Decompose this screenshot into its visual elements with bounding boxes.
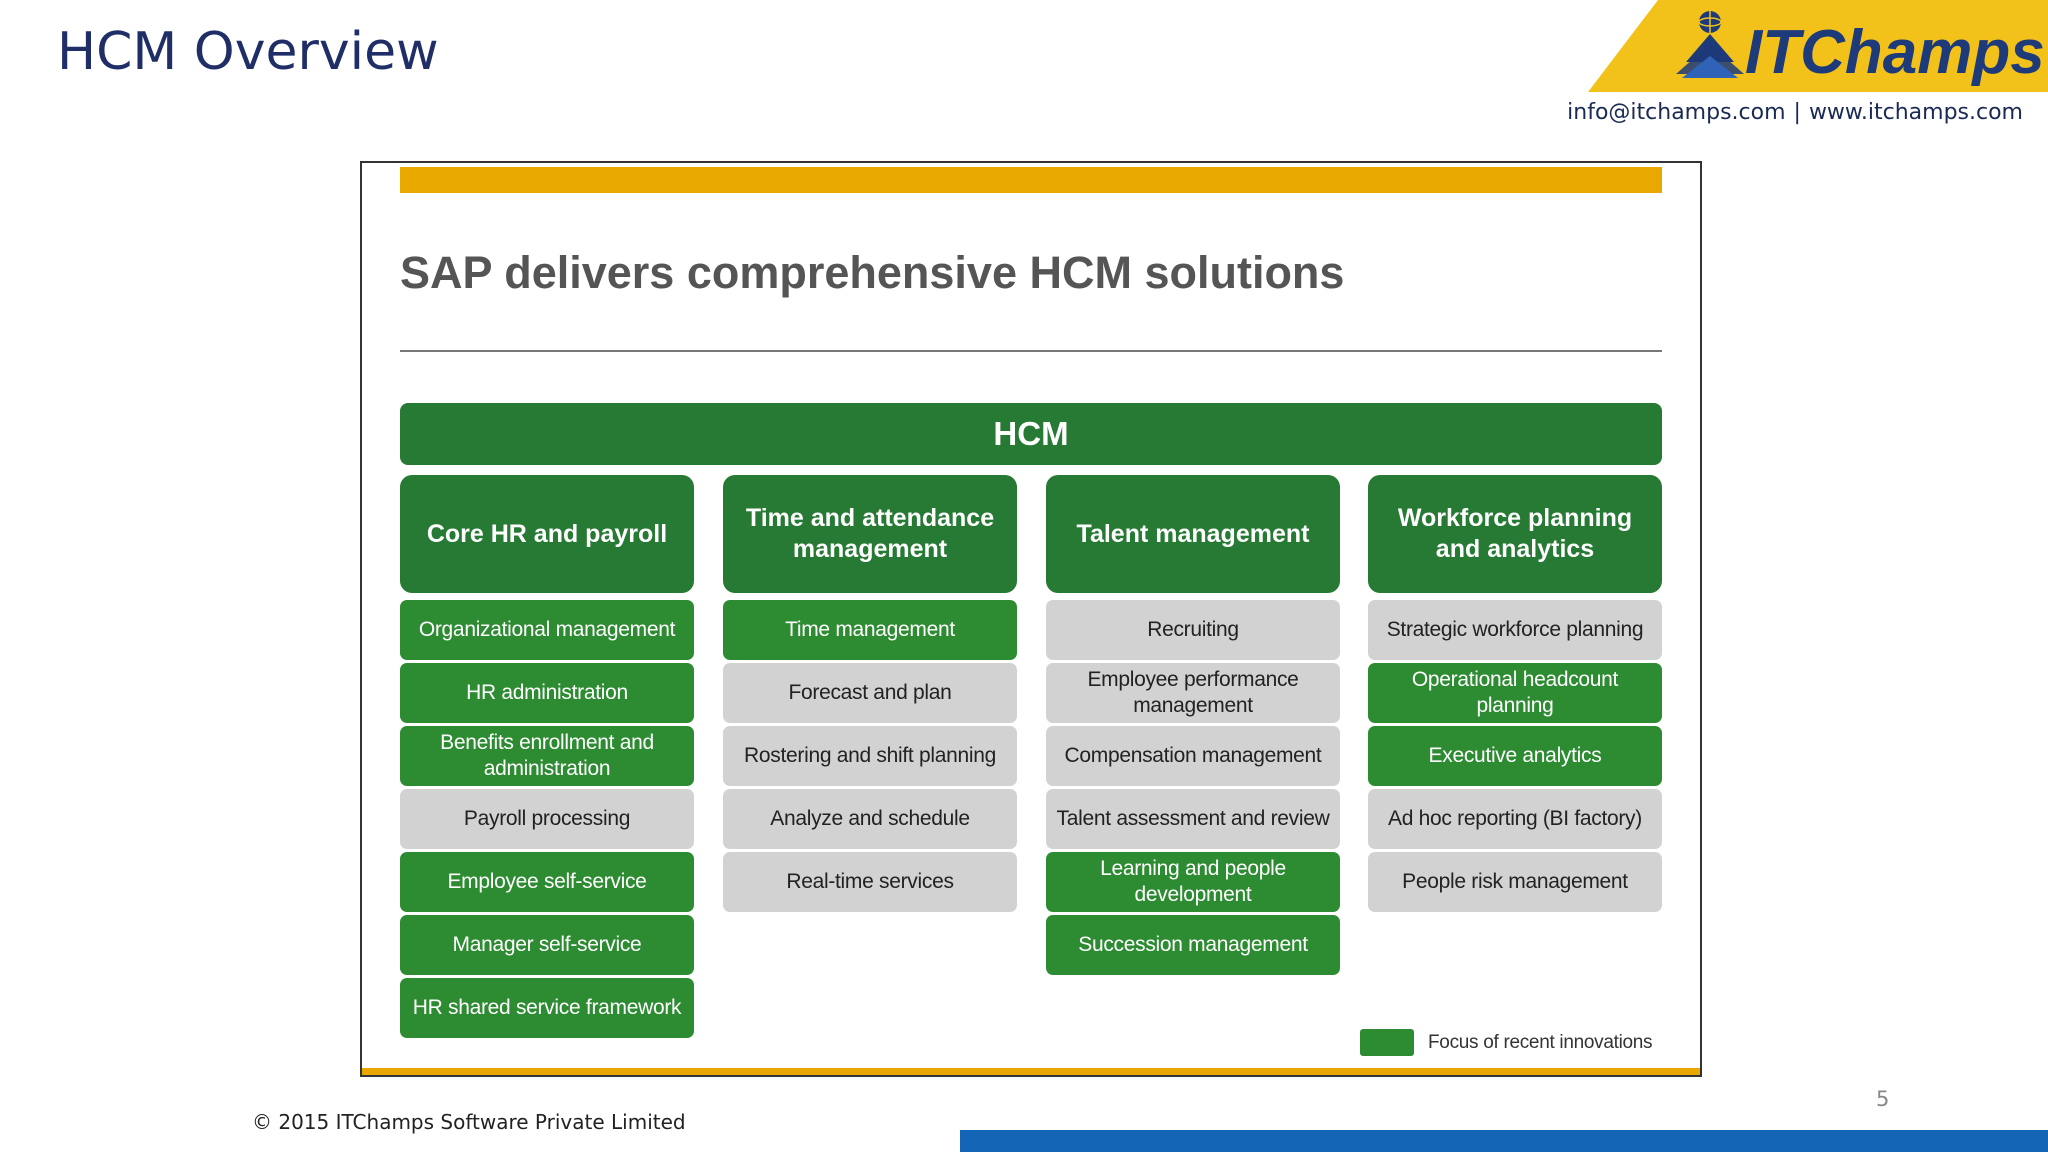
innovation-item: Benefits enrollment and administration: [400, 726, 694, 786]
innovation-item: Organizational management: [400, 600, 694, 660]
legend-label: Focus of recent innovations: [1428, 1031, 1653, 1053]
footer-bar: [960, 1130, 2048, 1152]
svg-text:ITChamps: ITChamps: [1745, 18, 2045, 87]
page-number: 5: [1876, 1087, 1890, 1111]
hcm-root-bar: HCM: [400, 403, 1662, 465]
column-heading: Core HR and payroll: [400, 475, 694, 593]
legend: [1360, 1029, 1652, 1056]
innovation-item: HR administration: [400, 663, 694, 723]
copyright: © 2015 ITChamps Software Private Limited: [252, 1110, 686, 1134]
standard-item: Real-time services: [723, 852, 1017, 912]
standard-item: Strategic workforce planning: [1368, 600, 1662, 660]
innovation-item: Time management: [723, 600, 1017, 660]
standard-item: Analyze and schedule: [723, 789, 1017, 849]
contact-separator: |: [1793, 100, 1801, 125]
innovation-item: Succession management: [1046, 915, 1340, 975]
standard-item: Forecast and plan: [723, 663, 1017, 723]
standard-item: Recruiting: [1046, 600, 1340, 660]
innovation-item: Employee self-service: [400, 852, 694, 912]
itchamps-logo: [1588, 0, 2048, 92]
innovation-item: Executive analytics: [1368, 726, 1662, 786]
column-heading: Workforce planning and analytics: [1368, 475, 1662, 593]
contact-website[interactable]: www.itchamps.com: [1808, 100, 2023, 125]
standard-item: People risk management: [1368, 852, 1662, 912]
legend-swatch: [1360, 1029, 1414, 1056]
slide-divider: [400, 350, 1662, 352]
slide-bottom-accent-bar: [362, 1068, 1700, 1075]
innovation-item: Operational headcount planning: [1368, 663, 1662, 723]
column-heading: Time and attendance management: [723, 475, 1017, 593]
standard-item: Compensation management: [1046, 726, 1340, 786]
standard-item: Employee performance management: [1046, 663, 1340, 723]
innovation-item: HR shared service framework: [400, 978, 694, 1038]
standard-item: Ad hoc reporting (BI factory): [1368, 789, 1662, 849]
column-heading: Talent management: [1046, 475, 1340, 593]
column-talent: [1046, 475, 1340, 978]
contact-email[interactable]: info@itchamps.com: [1567, 100, 1786, 125]
slide-image: [360, 161, 1702, 1077]
contact-info: [1567, 100, 2023, 125]
standard-item: Talent assessment and review: [1046, 789, 1340, 849]
column-core-hr: [400, 475, 694, 1041]
standard-item: Rostering and shift planning: [723, 726, 1017, 786]
slide-title: SAP delivers comprehensive HCM solutions: [400, 247, 1345, 298]
slide-top-accent-bar: [400, 167, 1662, 193]
page-title: HCM Overview: [57, 22, 439, 82]
column-workforce: [1368, 475, 1662, 915]
standard-item: Payroll processing: [400, 789, 694, 849]
innovation-item: Manager self-service: [400, 915, 694, 975]
globe-icon: [1699, 11, 1721, 33]
column-time-attendance: [723, 475, 1017, 915]
innovation-item: Learning and people development: [1046, 852, 1340, 912]
